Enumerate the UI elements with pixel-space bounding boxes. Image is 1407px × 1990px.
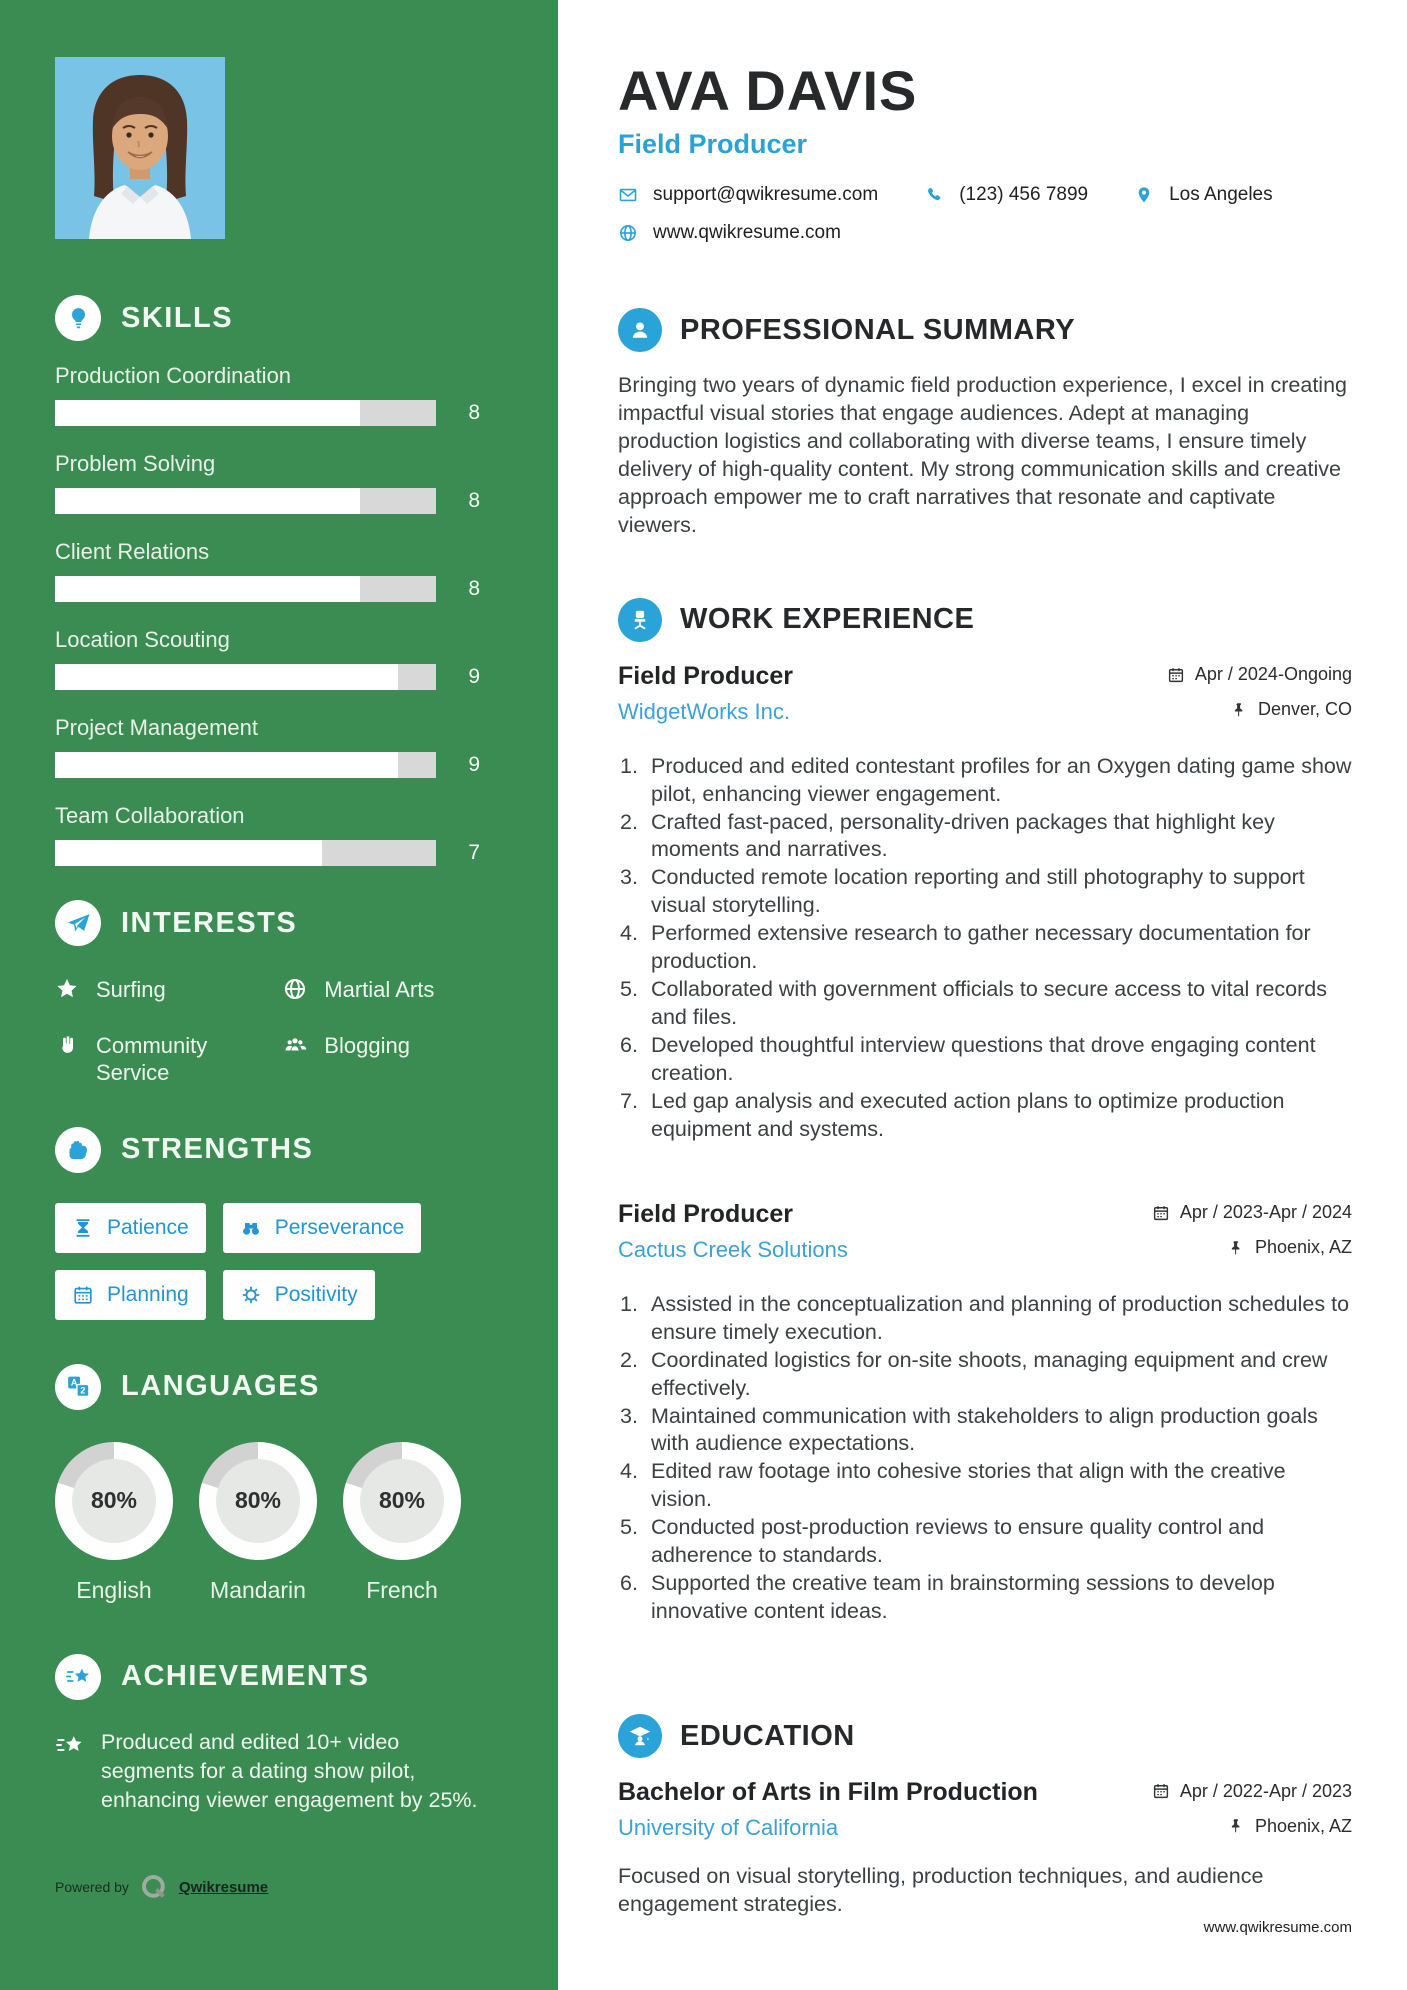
bullet: Collaborated with government officials to secure access to vital records and files. [651,977,1327,1030]
hourglass-icon [72,1217,94,1239]
job-title: Field Producer [618,1199,794,1228]
main-content [558,0,1407,1990]
skill-label: Client Relations [55,539,210,564]
bullet: Assisted in the conceptualization and planning of production schedules to ensure timely execution. [651,1291,1350,1344]
contact-row-1 [618,184,1352,206]
powered-by-label: Powered by [55,1879,129,1895]
achievement-text: Produced and edited 10+ video segments for a dating show pilot, enhancing viewer engagement by 25%. [101,1729,478,1812]
star-icon [55,977,79,1001]
language-percent: 80% [72,1459,156,1543]
achievements-header [55,1654,480,1700]
skills-list [55,363,480,866]
website-item[interactable] [618,222,841,244]
sidebar-footer [55,1872,268,1902]
bullet: Edited raw footage into cohesive stories that align with the creative vision. [651,1459,1286,1512]
job-company: Cactus Creek Solutions [618,1236,848,1262]
interest-label: Surfing [96,977,166,1002]
email-item[interactable] [618,184,878,206]
job-bullets [618,753,1352,1144]
strength-label: Positivity [274,1282,358,1306]
achievement-item [55,1728,480,1816]
candidate-name: AVA DAVIS [618,59,918,122]
skill-score: 8 [468,489,480,512]
interest-label: Community Service [96,1032,208,1085]
strength-chip [55,1270,206,1320]
job-location: Phoenix, AZ [1227,1237,1352,1258]
website-value: www.qwikresume.com [653,222,841,243]
hand-icon [55,1033,79,1057]
qwikresume-logo [139,1872,169,1902]
skill-score: 7 [468,841,480,864]
education-location: Phoenix, AZ [1227,1816,1352,1837]
languages-list [55,1442,480,1604]
location-value: Los Angeles [1169,184,1273,205]
summary-header [618,308,1352,352]
map-pin-icon [1134,185,1154,205]
skill-bar [55,576,436,602]
skill-label: Production Coordination [55,363,292,388]
contact-row-2 [618,222,1352,244]
summary-title: PROFESSIONAL SUMMARY [680,313,1076,346]
email-value: support@qwikresume.com [653,184,879,205]
profile-photo [55,57,225,239]
strength-label: Planning [107,1282,189,1306]
skill-bar [55,400,436,426]
language-percent: 80% [216,1459,300,1543]
languages-header [55,1364,480,1410]
skill-item [55,363,480,426]
calendar-icon [72,1284,94,1306]
skills-section [55,295,480,866]
language-percent: 80% [360,1459,444,1543]
envelope-icon [618,185,638,205]
skill-item [55,451,480,514]
svg-text:A: A [70,1377,77,1388]
pushpin-icon [1227,1817,1245,1835]
shooting-star-icon [55,1730,85,1760]
bullet: Coordinated logistics for on-site shoots, managing equipment and crew effectively. [651,1347,1328,1400]
resume-header [618,58,1352,244]
strength-chip [223,1270,375,1320]
bullet: Supported the creative team in brainstorming sessions to develop innovative content ideas. [651,1571,1275,1624]
interests-section [55,900,480,1087]
interest-item [283,1032,480,1087]
skill-item [55,715,480,778]
sidebar [0,0,558,1990]
interest-item [55,1032,275,1087]
bullet: Produced and edited contestant profiles for an Oxygen dating game show pilot, enhancing viewer engagement. [651,753,1352,806]
bullet: Conducted remote location reporting and still photography to support visual storytelling. [651,865,1305,918]
language-label: French [366,1576,438,1603]
qwikresume-link[interactable]: Qwikresume [178,1878,269,1896]
interests-header [55,900,480,946]
language-donut [55,1442,173,1560]
job-bullets [618,1291,1352,1626]
job-dates: Apr / 2023-Apr / 2024 [1152,1202,1352,1223]
job-entry-2 [618,1200,1352,1626]
svg-text:2: 2 [79,1385,85,1396]
graduation-icon [618,1714,662,1758]
job-company: WidgetWorks Inc. [618,698,790,724]
fist-icon [55,1127,101,1173]
interest-label: Blogging [324,1032,410,1058]
experience-title: WORK EXPERIENCE [680,603,975,636]
language-donut [199,1442,317,1560]
lightbulb-icon [55,295,101,341]
language-item [55,1442,173,1604]
bullet: Crafted fast-paced, personality-driven packages that highlight key moments and narratives. [651,809,1275,862]
skill-bar [55,840,436,866]
bullet: Maintained communication with stakeholders to align production goals with audience expectations. [651,1403,1318,1456]
bullet: Led gap analysis and executed action plans to optimize production equipment and systems. [651,1088,1285,1141]
education-section [618,1714,1352,1919]
job-entry-1 [618,662,1352,1144]
work-chair-icon [618,598,662,642]
people-icon [283,1033,307,1057]
interests-list [55,976,480,1087]
education-header [618,1714,1352,1758]
strengths-header [55,1127,480,1173]
experience-header [618,598,1352,642]
paper-plane-icon [55,900,101,946]
language-label: English [76,1576,152,1603]
job-dates: Apr / 2024-Ongoing [1167,664,1352,685]
calendar-icon [1152,1204,1170,1222]
achievements-title: ACHIEVEMENTS [121,1660,370,1692]
shooting-star-icon [55,1654,101,1700]
strengths-title: STRENGTHS [121,1133,314,1165]
education-degree: Bachelor of Arts in Film Production [618,1778,1038,1806]
pushpin-icon [1230,701,1248,719]
pushpin-icon [1227,1239,1245,1257]
interest-item [283,976,480,1004]
skill-label: Location Scouting [55,627,230,652]
skill-label: Team Collaboration [55,803,245,828]
phone-icon [924,185,944,205]
strength-label: Perseverance [274,1215,405,1239]
skill-score: 8 [468,577,480,600]
skill-score: 8 [468,401,480,424]
bullet: Performed extensive research to gather necessary documentation for production. [651,921,1311,974]
calendar-icon [1152,1782,1170,1800]
skill-label: Project Management [55,715,258,740]
skills-header [55,295,480,341]
location-item [1134,184,1273,206]
phone-item [924,184,1088,206]
job-title: Field Producer [618,661,794,690]
strength-label: Patience [107,1215,189,1239]
phone-value: (123) 456 7899 [959,184,1089,205]
strengths-list [55,1203,455,1320]
translate-icon [55,1364,101,1410]
language-donut [343,1442,461,1560]
interest-item [55,976,275,1004]
calendar-icon [1167,666,1185,684]
skill-bar [55,488,436,514]
job-location: Denver, CO [1230,699,1352,720]
education-school: University of California [618,1815,839,1840]
gear-icon [240,1284,262,1306]
strength-chip [55,1203,206,1253]
language-item [199,1442,317,1604]
skill-bar [55,752,436,778]
profile-photo-image [55,57,225,239]
skill-bar [55,664,436,690]
bullet: Conducted post-production reviews to ensure quality control and adherence to standards. [651,1515,1265,1568]
education-title: EDUCATION [680,1719,855,1752]
skill-item [55,539,480,602]
languages-section [55,1364,480,1604]
achievements-list [55,1728,480,1816]
candidate-title: Field Producer [618,129,808,159]
interest-label: Martial Arts [324,977,435,1002]
globe-icon [618,223,638,243]
skill-score: 9 [468,665,480,688]
strength-chip [223,1203,422,1253]
skill-item [55,627,480,690]
bullet: Developed thoughtful interview questions that drove engaging content creation. [651,1033,1316,1085]
strengths-section [55,1127,480,1320]
interests-title: INTERESTS [121,906,298,939]
binoculars-icon [240,1217,262,1239]
footer-website: www.qwikresume.com [1203,1919,1352,1936]
experience-section [618,598,1352,1626]
summary-text: Bringing two years of dynamic field production experience, I excel in creating impactful visual stories that engage audiences. Adept at managing production logistics and collaborating with diverse teams, I ensure timely delivery of high-quality content. My strong communication skills and creative approach empower me to craft narratives that resonate and captivate viewers. [618,373,1347,537]
summary-section [618,308,1352,540]
education-dates: Apr / 2022-Apr / 2023 [1152,1781,1352,1802]
skill-score: 9 [468,753,480,776]
language-item [343,1442,461,1604]
user-icon [618,308,662,352]
language-label: Mandarin [210,1576,306,1603]
education-description: Focused on visual storytelling, production techniques, and audience engagement strategies. [618,1864,1264,1916]
globe-icon [283,977,307,1001]
skill-item [55,803,480,866]
skills-title: SKILLS [121,301,234,334]
achievements-section [55,1654,480,1816]
languages-title: LANGUAGES [121,1370,320,1402]
skill-label: Problem Solving [55,451,216,476]
